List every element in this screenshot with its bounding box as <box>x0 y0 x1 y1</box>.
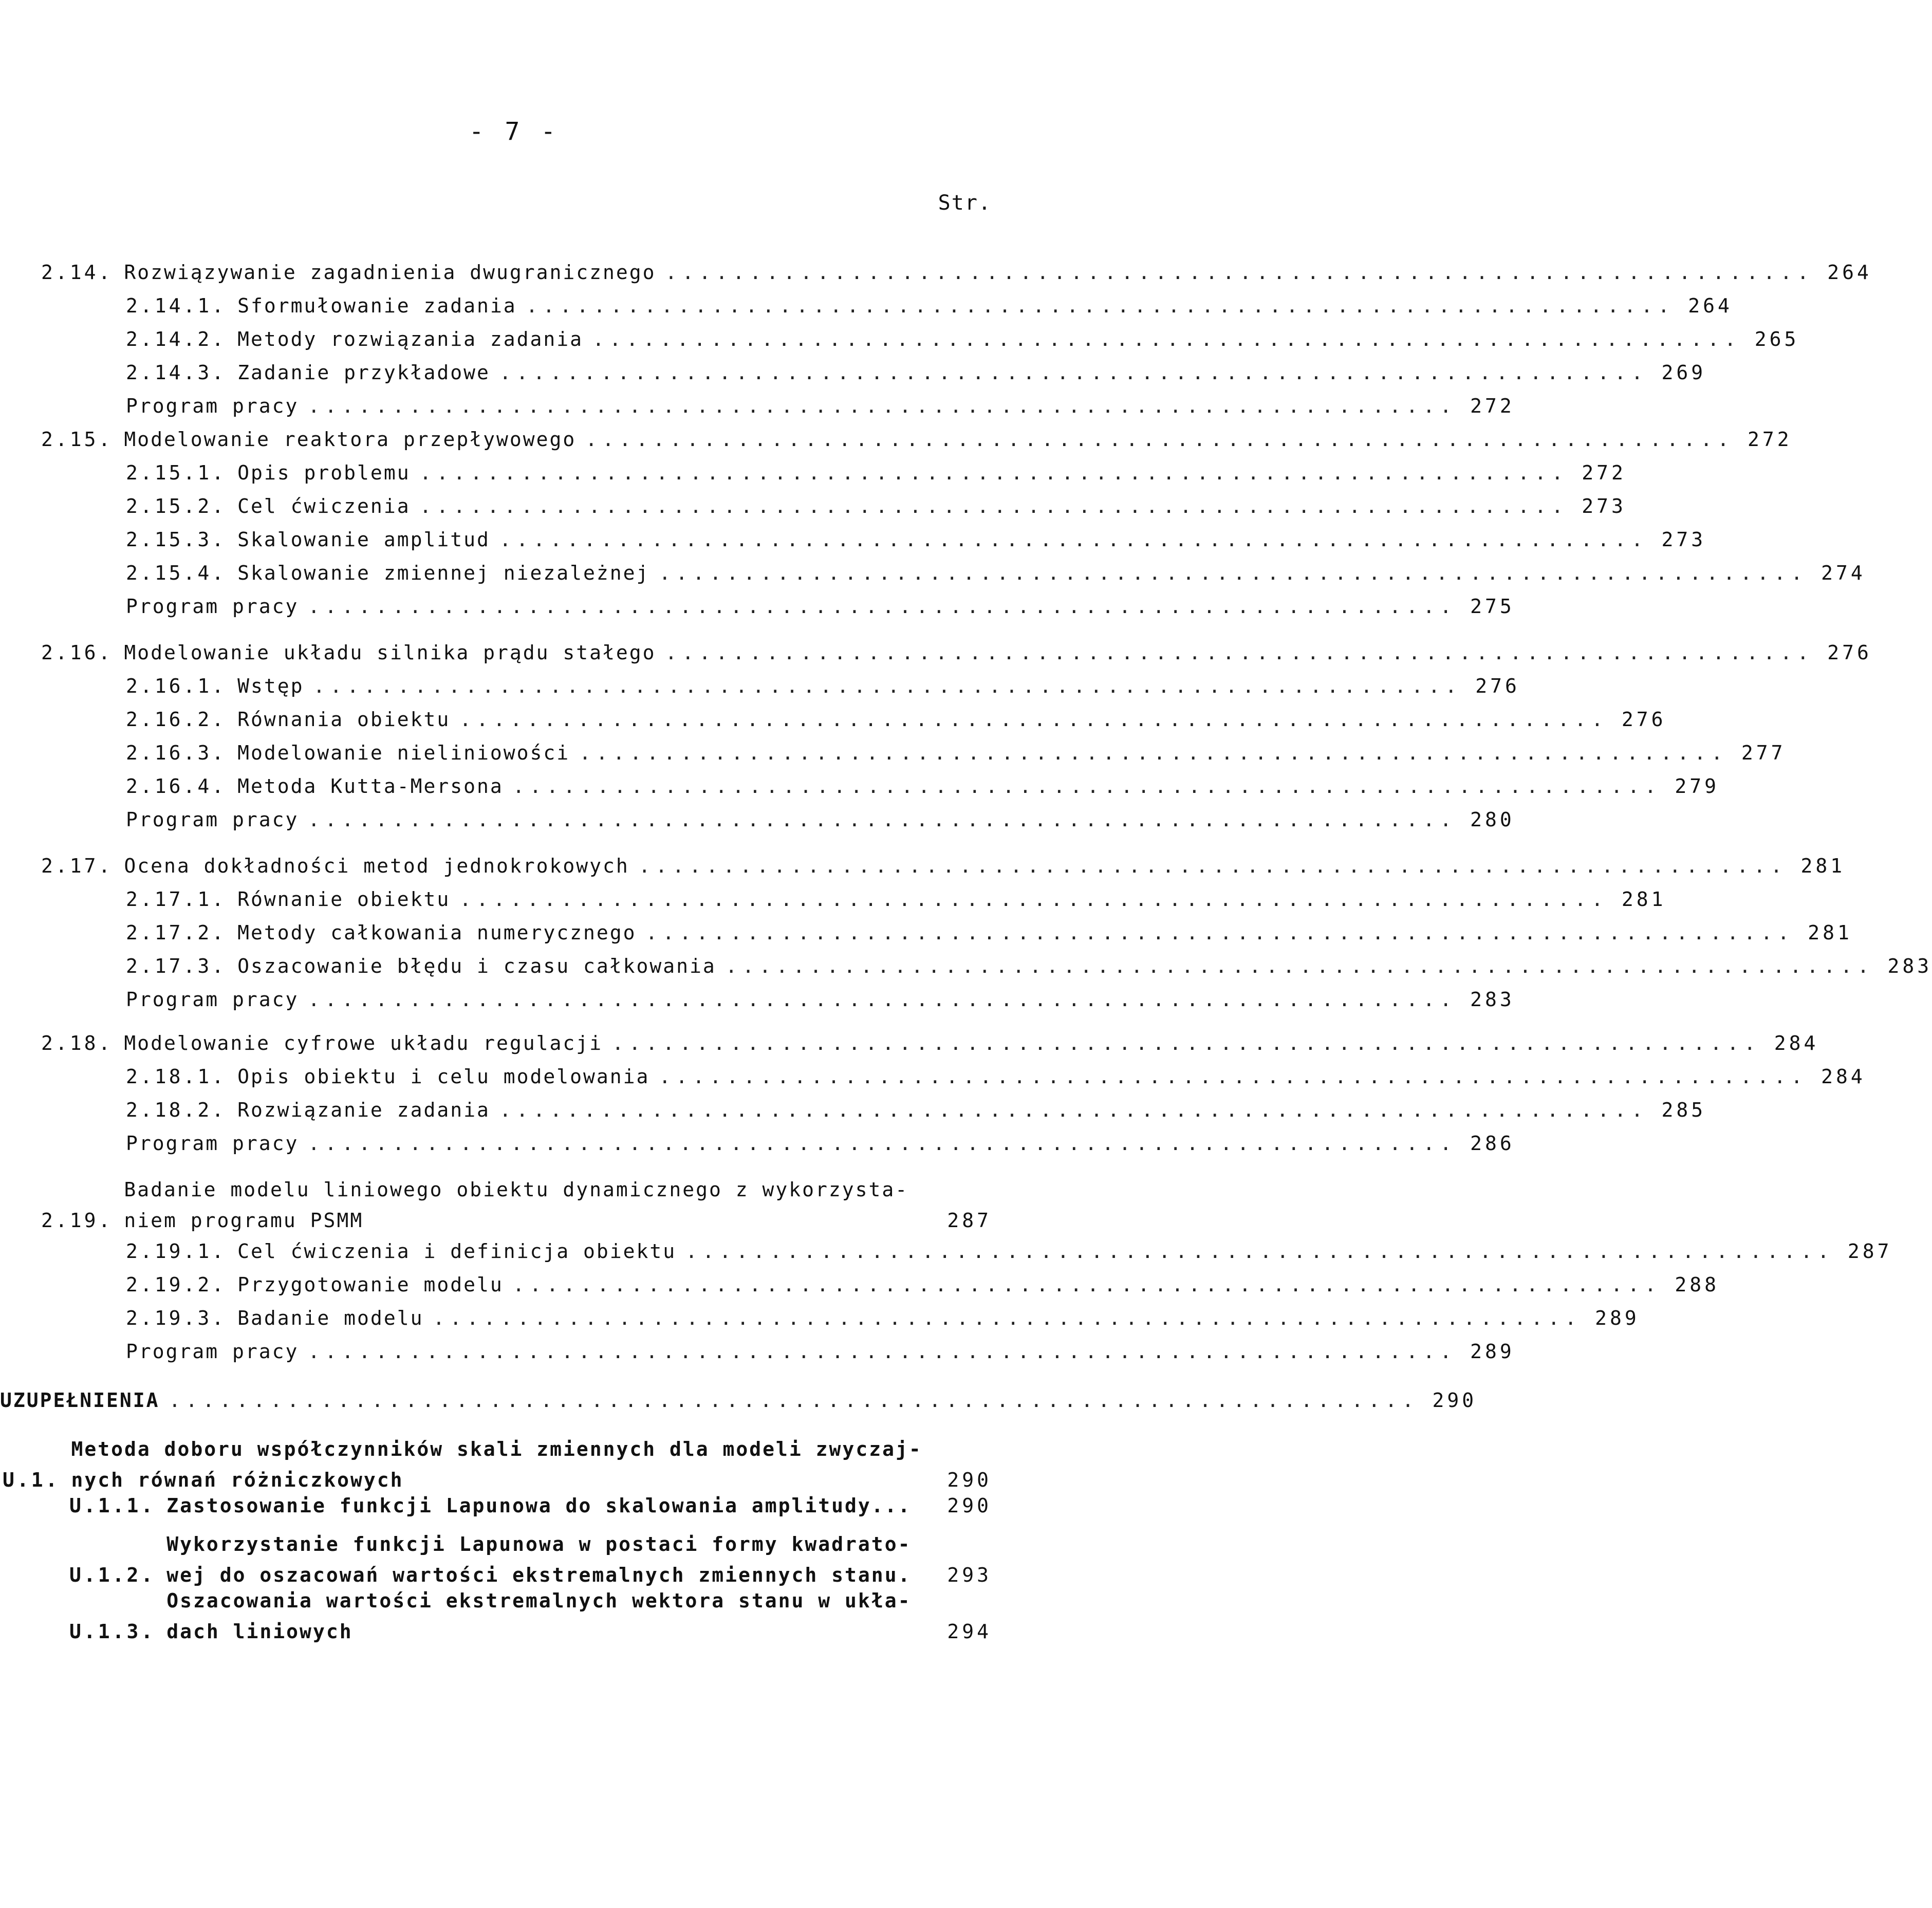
toc-dot-leader: .................................................................... <box>499 361 1648 384</box>
toc-entry-title: Modelowanie reaktora przepływowego <box>124 428 577 451</box>
toc-entry <box>126 771 1720 802</box>
toc-entry-title: Skalowanie amplitud <box>237 528 490 551</box>
toc-entry-page: 294 <box>947 1620 992 1643</box>
toc-dot-leader: .................................................................... <box>512 775 1662 798</box>
toc-entry-title-continued: wej do oszacowań wartości ekstremalnych zmiennych stanu. <box>166 1564 912 1586</box>
toc-entry-page: 288 <box>1675 1273 1720 1296</box>
toc-entry-page: 290 <box>947 1469 992 1491</box>
toc-entry-page: 272 <box>1470 395 1515 417</box>
toc-dot-leader: .......................................................................... <box>169 1389 1419 1412</box>
toc-entry-title: Oszacowanie błędu i czasu całkowania <box>237 955 716 977</box>
toc-entry <box>126 704 1666 735</box>
toc-dot-leader: .................................................................... <box>433 1307 1582 1329</box>
toc-entry-page: 276 <box>1621 708 1666 731</box>
toc-dot-leader: .................................................................... <box>313 675 1462 697</box>
toc-entry <box>41 257 1872 288</box>
toc-entry-title: Program pracy <box>126 808 299 831</box>
toc-dot-leader: .................................................................... <box>665 641 1814 664</box>
toc-entry-title: Przygotowanie modelu <box>237 1273 504 1296</box>
toc-dot-leader: .................................................................... <box>725 955 1874 977</box>
toc-entry-page: 287 <box>1847 1240 1892 1263</box>
toc-dot-leader: .................................................................... <box>308 395 1457 417</box>
toc-dot-leader: .................................................................... <box>659 1065 1808 1088</box>
toc-entry <box>69 1585 992 1647</box>
toc-entry <box>69 1529 992 1590</box>
toc-entry-page: 272 <box>1747 428 1792 451</box>
toc-entry-number: 2.17.3. <box>126 955 227 977</box>
toc-entry <box>126 884 1666 915</box>
toc-entry-number: 2.19.2. <box>126 1273 227 1296</box>
toc-dot-leader: .................................................................... <box>459 888 1608 911</box>
toc-entry-number: 2.15.1. <box>126 461 227 484</box>
toc-entry <box>126 391 1515 421</box>
toc-entry-title: Rozwiązanie zadania <box>237 1099 490 1121</box>
toc-entry-title: Opis obiektu i celu modelowania <box>237 1065 650 1088</box>
toc-entry <box>126 357 1706 388</box>
toc-entry-title: Zastosowanie funkcji Lapunowa do skalowania amplitudy... <box>166 1494 912 1517</box>
toc-dot-leader: .................................................................... <box>612 1032 1761 1054</box>
toc-dot-leader: .................................................................... <box>526 294 1675 317</box>
toc-entry-page: 281 <box>1621 888 1666 911</box>
toc-entry-title: Zadanie przykładowe <box>237 361 490 384</box>
toc-entry <box>126 491 1626 522</box>
toc-entry-page: 273 <box>1582 495 1626 517</box>
toc-entry-title: Opis problemu <box>237 461 411 484</box>
toc-entry-number: 2.14.3. <box>126 361 227 384</box>
toc-entry-title: Metody rozwiązania zadania <box>237 328 583 350</box>
toc-entry-page: 277 <box>1741 742 1786 764</box>
toc-entry-number: 2.15. <box>41 428 113 451</box>
toc-dot-leader: .................................................................... <box>419 461 1569 484</box>
toc-entry-title: Badanie modelu liniowego obiektu dynamicznego z wykorzysta- <box>124 1178 909 1201</box>
toc-entry-title: Badanie modelu <box>237 1307 424 1329</box>
toc-entry <box>126 1269 1720 1300</box>
toc-entry <box>126 1303 1640 1333</box>
toc-entry <box>41 424 1792 455</box>
toc-entry-page: 283 <box>1470 988 1515 1011</box>
toc-entry-title: Program pracy <box>126 1132 299 1155</box>
toc-entry <box>126 1128 1515 1159</box>
toc-entry <box>126 917 1852 948</box>
toc-dot-leader: .................................................................... <box>585 428 1734 451</box>
toc-entry <box>0 1385 1477 1416</box>
toc-entry-page: 279 <box>1675 775 1720 798</box>
toc-entry-title-block <box>71 1434 922 1495</box>
toc-entry-title: Metoda doboru współczynników skali zmiennych dla modeli zwyczaj- <box>71 1438 922 1460</box>
toc-entry-page: 276 <box>1827 641 1872 664</box>
toc-entry-page: 273 <box>1661 528 1706 551</box>
toc-entry-number: U.1.3. <box>69 1620 156 1643</box>
page-column-header: Str. <box>938 191 992 215</box>
toc-entry-number: U.1.1. <box>69 1494 156 1517</box>
toc-entry <box>126 984 1515 1015</box>
toc-entry-title-continued: nych równań różniczkowych <box>71 1469 404 1491</box>
toc-entry-title: Program pracy <box>126 988 299 1011</box>
toc-dot-leader: .................................................................... <box>659 562 1808 584</box>
toc-entry <box>126 1236 1892 1267</box>
toc-entry-page: 264 <box>1827 261 1872 284</box>
toc-entry-number: 2.19.1. <box>126 1240 227 1263</box>
toc-entry-page: 290 <box>1432 1389 1477 1412</box>
toc-entry-page: 275 <box>1470 595 1515 618</box>
toc-entry <box>126 1336 1515 1367</box>
toc-entry <box>41 1174 992 1236</box>
toc-entry-title-block <box>124 1174 908 1236</box>
toc-dot-leader: .................................................................... <box>308 1340 1457 1363</box>
toc-dot-leader: .................................................................... <box>308 988 1457 1011</box>
toc-entry-number: 2.14.2. <box>126 328 227 350</box>
toc-entry-number: U.1.2. <box>69 1564 156 1586</box>
toc-entry <box>41 850 1846 881</box>
toc-entry <box>126 324 1799 355</box>
toc-entry-number: 2.17. <box>41 855 113 877</box>
toc-entry-page: 281 <box>1800 855 1846 877</box>
toc-entry-page: 284 <box>1774 1032 1819 1054</box>
toc-entry-number: 2.19. <box>41 1209 113 1232</box>
toc-entry-number: 2.19.3. <box>126 1307 227 1329</box>
toc-entry-title-continued: dach liniowych <box>166 1620 353 1643</box>
toc-entry-number: 2.17.2. <box>126 921 227 944</box>
toc-entry-number: 2.14.1. <box>126 294 227 317</box>
toc-entry-page: 287 <box>947 1209 992 1232</box>
toc-entry-title: Równania obiektu <box>237 708 451 731</box>
toc-entry <box>126 290 1733 321</box>
toc-entry-title-continued: niem programu PSMM <box>124 1209 364 1232</box>
toc-entry-title: Modelowanie nieliniowości <box>237 742 570 764</box>
toc-entry-title: Program pracy <box>126 1340 299 1363</box>
toc-entry-number: 2.16.4. <box>126 775 227 798</box>
toc-entry-title: Metody całkowania numerycznego <box>237 921 637 944</box>
toc-entry-title: Ocena dokładności metod jednokrokowych <box>124 855 629 877</box>
toc-entry <box>69 1490 992 1521</box>
toc-dot-leader: .................................................................... <box>665 261 1814 284</box>
toc-entry <box>126 1095 1706 1125</box>
toc-entry-title: Cel ćwiczenia <box>237 495 411 517</box>
toc-entry <box>126 804 1515 835</box>
toc-entry-page: 290 <box>947 1494 992 1517</box>
toc-dot-leader: .................................................................... <box>512 1273 1662 1296</box>
toc-entry-number: 2.16.3. <box>126 742 227 764</box>
toc-dot-leader: .................................................................... <box>685 1240 1834 1263</box>
toc-entry <box>126 951 1932 981</box>
toc-entry <box>126 671 1520 701</box>
toc-entry-page: 283 <box>1887 955 1932 977</box>
toc-entry-number: U.1. <box>3 1469 60 1491</box>
toc-entry-page: 285 <box>1661 1099 1706 1121</box>
toc-entry-title: Modelowanie układu silnika prądu stałego <box>124 641 656 664</box>
toc-entry-title: Równanie obiektu <box>237 888 451 911</box>
toc-entry-title: Program pracy <box>126 395 299 417</box>
toc-dot-leader: .................................................................... <box>419 495 1569 517</box>
toc-entry-number: 2.18.2. <box>126 1099 227 1121</box>
toc-dot-leader: .................................................................... <box>459 708 1608 731</box>
toc-entry-title: Cel ćwiczenia i definicja obiektu <box>237 1240 677 1263</box>
toc-entry-number: 2.18. <box>41 1032 113 1054</box>
toc-entry-title: Wykorzystanie funkcji Lapunowa w postaci formy kwadrato- <box>166 1533 912 1555</box>
toc-entry <box>3 1434 992 1495</box>
toc-entry-title: Modelowanie cyfrowe układu regulacji <box>124 1032 603 1054</box>
toc-entry-page: 265 <box>1754 328 1799 350</box>
toc-dot-leader: .................................................................... <box>308 808 1457 831</box>
toc-entry-page: 276 <box>1475 675 1520 697</box>
toc-entry <box>126 558 1866 588</box>
toc-entry-title: Sformułowanie zadania <box>237 294 517 317</box>
toc-entry-number: 2.14. <box>41 261 113 284</box>
toc-entry-number: 2.16.2. <box>126 708 227 731</box>
toc-section-title: UZUPEŁNIENIA <box>0 1389 160 1412</box>
toc-dot-leader: .................................................................... <box>638 855 1788 877</box>
toc-entry <box>126 591 1515 622</box>
toc-entry-number: 2.15.4. <box>126 562 227 584</box>
toc-entry <box>126 457 1626 488</box>
toc-entry <box>126 737 1786 768</box>
page-number: - 7 - <box>469 117 559 146</box>
toc-entry-page: 293 <box>947 1564 992 1586</box>
toc-dot-leader: .................................................................... <box>579 742 1728 764</box>
toc-entry-title: Skalowanie zmiennej niezależnej <box>237 562 650 584</box>
toc-entry-number: 2.15.3. <box>126 528 227 551</box>
toc-dot-leader: .................................................................... <box>308 595 1457 618</box>
toc-entry-page: 289 <box>1470 1340 1515 1363</box>
toc-entry <box>126 1061 1866 1092</box>
toc-entry-page: 272 <box>1582 461 1626 484</box>
toc-dot-leader: .................................................................... <box>499 1099 1648 1121</box>
toc-entry-title: Rozwiązywanie zagadnienia dwugranicznego <box>124 261 656 284</box>
toc-entry <box>41 1028 1819 1059</box>
toc-entry-number: 2.17.1. <box>126 888 227 911</box>
toc-entry-title: Wstęp <box>237 675 304 697</box>
toc-entry-page: 281 <box>1808 921 1852 944</box>
toc-dot-leader: .................................................................... <box>499 528 1648 551</box>
toc-entry-title: Program pracy <box>126 595 299 618</box>
toc-entry-title-block <box>166 1529 911 1590</box>
toc-entry-page: 284 <box>1821 1065 1866 1088</box>
toc-entry-page: 280 <box>1470 808 1515 831</box>
toc-dot-leader: .................................................................... <box>592 328 1741 350</box>
toc-entry-title: Oszacowania wartości ekstremalnych wektora stanu w ukła- <box>166 1589 912 1612</box>
toc-entry-page: 264 <box>1688 294 1733 317</box>
toc-entry-title: Metoda Kutta-Mersona <box>237 775 504 798</box>
toc-entry-number: 2.18.1. <box>126 1065 227 1088</box>
toc-entry-page: 274 <box>1821 562 1866 584</box>
toc-entry <box>41 637 1872 668</box>
toc-entry-page: 286 <box>1470 1132 1515 1155</box>
toc-dot-leader: .................................................................... <box>645 921 1795 944</box>
toc-entry-number: 2.16. <box>41 641 113 664</box>
toc-entry-title-block <box>166 1585 911 1647</box>
toc-entry-page: 269 <box>1661 361 1706 384</box>
toc-dot-leader: .................................................................... <box>308 1132 1457 1155</box>
toc-entry <box>126 524 1706 555</box>
toc-entry-number: 2.15.2. <box>126 495 227 517</box>
toc-entry-number: 2.16.1. <box>126 675 227 697</box>
toc-entry-page: 289 <box>1595 1307 1640 1329</box>
